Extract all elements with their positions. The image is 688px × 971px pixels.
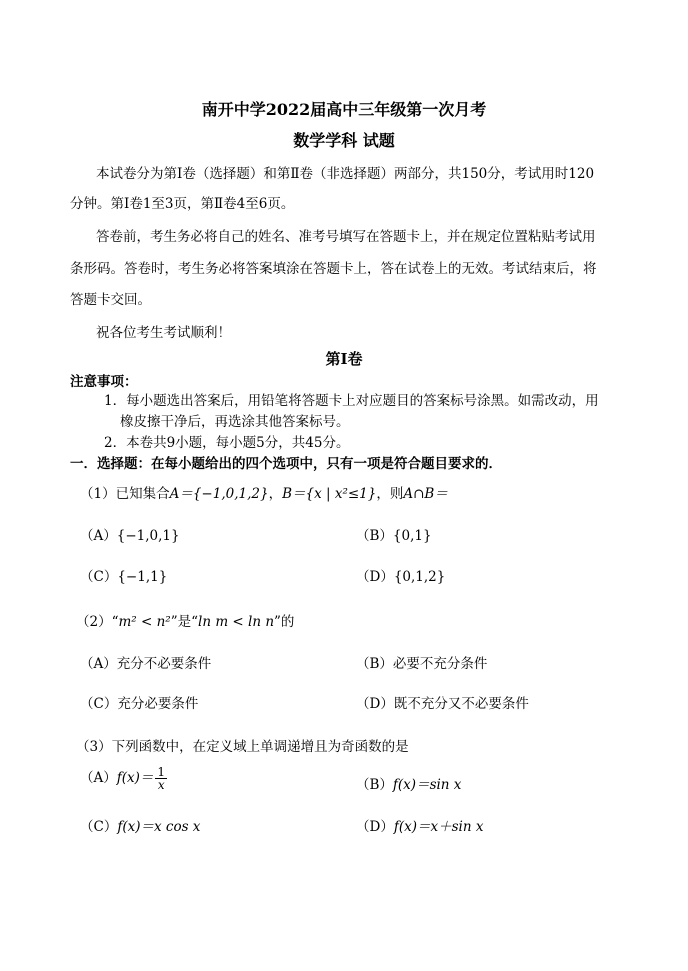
option-label: （D） bbox=[356, 819, 394, 835]
option-label: （D） bbox=[356, 569, 394, 585]
question-2-lead: （2）“ bbox=[76, 614, 119, 630]
q3-option-d[interactable] bbox=[356, 815, 483, 835]
intro-paragraph-2-line-2: 条形码。答卷时，考生务必将答案填涂在答题卡上，答在试卷上的无效。考试结束后，将 bbox=[70, 261, 597, 277]
option-text: {0,1,2} bbox=[393, 569, 446, 585]
option-text: {−1,1} bbox=[117, 569, 168, 585]
condition-2: ln m < ln n bbox=[198, 614, 275, 630]
q2-option-d[interactable] bbox=[356, 692, 529, 712]
question-2-stem bbox=[76, 610, 294, 630]
good-luck-line: 祝各位考生考试顺利！ bbox=[96, 325, 231, 341]
exam-subtitle: 数学学科 试题 bbox=[293, 131, 395, 150]
note-1-line-1: 1．每小题选出答案后，用铅笔将答题卡上对应题目的答案标号涂黑。如需改动，用 bbox=[104, 393, 599, 409]
q3-option-c[interactable] bbox=[80, 815, 200, 835]
option-text: 必要不充分条件 bbox=[392, 656, 488, 672]
question-2-tail: ”的 bbox=[274, 614, 295, 630]
q1-option-d[interactable] bbox=[356, 565, 445, 585]
note-2: 2．本卷共9小题，每小题5分，共45分。 bbox=[104, 435, 350, 451]
question-1-lead: （1）已知集合 bbox=[80, 486, 170, 502]
option-label: （C） bbox=[80, 569, 118, 585]
option-text: f(x)＝x cos x bbox=[117, 819, 201, 835]
set-a: A＝{−1,0,1,2} bbox=[169, 486, 269, 502]
intersection-expr: A∩B＝ bbox=[403, 486, 448, 502]
option-label: （D） bbox=[356, 696, 394, 712]
note-1-line-2: 橡皮擦干净后，再选涂其他答案标号。 bbox=[120, 414, 350, 430]
notes-heading: 注意事项： bbox=[70, 374, 138, 390]
option-text: {−1,0,1} bbox=[116, 528, 180, 544]
option-label: （C） bbox=[80, 819, 118, 835]
fraction-numerator: 1 bbox=[157, 765, 166, 779]
q2-option-c[interactable] bbox=[80, 692, 198, 712]
fraction-denominator: x bbox=[157, 778, 165, 792]
option-label: （B） bbox=[356, 656, 393, 672]
option-text: 充分必要条件 bbox=[117, 696, 199, 712]
question-1-tail: ，则 bbox=[376, 486, 404, 502]
option-text: f(x)＝x＋sin x bbox=[393, 819, 484, 835]
q3-option-a[interactable] bbox=[80, 766, 167, 791]
option-label: （B） bbox=[356, 528, 393, 544]
section-heading: 一．选择题：在每小题给出的四个选项中，只有一项是符合题目要求的． bbox=[70, 456, 502, 472]
option-label: （B） bbox=[356, 777, 393, 793]
intro-paragraph-1-line-1: 本试卷分为第Ⅰ卷（选择题）和第Ⅱ卷（非选择题）两部分，共150分，考试用时120 bbox=[96, 166, 595, 182]
intro-paragraph-2-line-1: 答卷前，考生务必将自己的姓名、准考号填写在答题卡上，并在规定位置粘贴考试用 bbox=[96, 229, 596, 245]
option-label: （A） bbox=[80, 528, 117, 544]
question-3-stem: （3）下列函数中，在定义域上单调递增且为奇函数的是 bbox=[76, 739, 409, 755]
intro-paragraph-1-line-2: 分钟。第Ⅰ卷1至3页，第Ⅱ卷4至6页。 bbox=[70, 196, 295, 212]
option-text: 充分不必要条件 bbox=[116, 656, 212, 672]
q1-option-b[interactable] bbox=[356, 524, 432, 544]
q2-option-a[interactable] bbox=[80, 652, 211, 672]
fraction bbox=[155, 766, 167, 791]
option-text: f(x)＝sin x bbox=[392, 777, 462, 793]
separator: ， bbox=[268, 486, 283, 502]
q2-option-b[interactable] bbox=[356, 652, 487, 672]
question-2-mid: ”是“ bbox=[170, 614, 199, 630]
option-text: {0,1} bbox=[392, 528, 432, 544]
function-prefix: f(x)＝ bbox=[116, 770, 154, 786]
condition-1: m² < n² bbox=[118, 614, 171, 630]
q1-option-a[interactable] bbox=[80, 524, 180, 544]
volume-heading: 第Ⅰ卷 bbox=[325, 350, 363, 368]
option-label: （A） bbox=[80, 656, 117, 672]
option-label: （C） bbox=[80, 696, 118, 712]
exam-title: 南开中学2022届高中三年级第一次月考 bbox=[201, 100, 487, 119]
option-text: 既不充分又不必要条件 bbox=[393, 696, 529, 712]
intro-paragraph-2-line-3: 答题卡交回。 bbox=[70, 292, 151, 308]
q1-option-c[interactable] bbox=[80, 565, 167, 585]
question-1-stem bbox=[80, 482, 448, 502]
option-label: （A） bbox=[80, 770, 117, 786]
set-b: B＝{x | x²≤1} bbox=[282, 486, 377, 502]
q3-option-b[interactable] bbox=[356, 773, 461, 793]
